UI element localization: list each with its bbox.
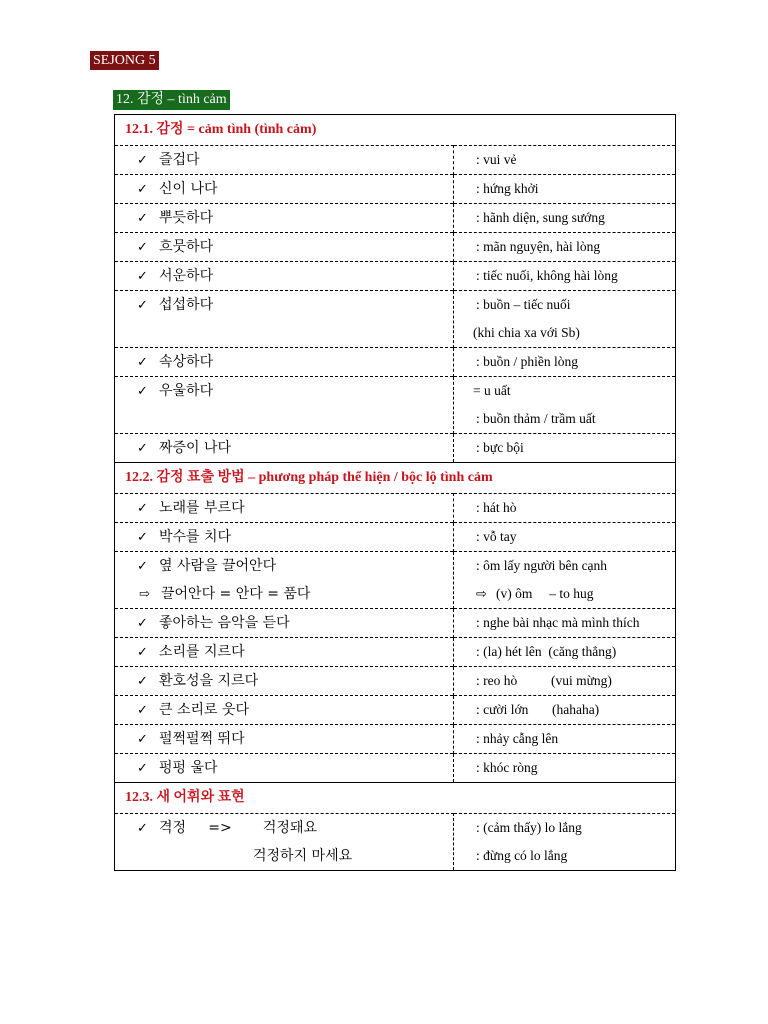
table-row xyxy=(115,552,676,609)
vietnamese-meaning: : mãn nguyện, hài lòng xyxy=(476,239,601,254)
vietnamese-meaning: : buồn – tiếc nuối xyxy=(476,297,571,312)
vietnamese-synonyms: (v) ôm – to hug xyxy=(496,586,594,601)
check-icon: ✓ xyxy=(137,269,148,284)
table-row xyxy=(115,434,676,463)
table-row xyxy=(115,377,676,434)
vietnamese-meaning: : (cảm thấy) lo lắng xyxy=(476,820,582,835)
vietnamese-meaning: : (la) hét lên (căng thẳng) xyxy=(476,644,617,659)
vietnamese-meaning: = u uất xyxy=(473,383,511,398)
vietnamese-meaning: : tiếc nuối, không hài lòng xyxy=(476,268,618,283)
korean-term: 섭섭하다 xyxy=(159,297,214,313)
table-row xyxy=(115,696,676,725)
vietnamese-note: (khi chia xa với Sb) xyxy=(473,325,580,340)
table-row xyxy=(115,291,676,348)
vietnamese-meaning: : khóc ròng xyxy=(476,760,538,775)
check-icon: ✓ xyxy=(137,182,148,197)
check-icon: ✓ xyxy=(137,211,148,226)
vietnamese-meaning: : hứng khởi xyxy=(476,181,539,196)
table-row xyxy=(115,667,676,696)
table-row xyxy=(115,204,676,233)
korean-term: 신이 나다 xyxy=(159,181,218,197)
check-icon: ✓ xyxy=(137,732,148,747)
section-header xyxy=(115,115,676,146)
vietnamese-meaning: : ôm lấy người bên cạnh xyxy=(476,558,608,573)
vietnamese-meaning: : hát hò xyxy=(476,500,517,515)
vietnamese-meaning: : vỗ tay xyxy=(476,529,517,544)
check-icon: ✓ xyxy=(137,355,148,370)
table-row xyxy=(115,638,676,667)
korean-synonyms: 끌어안다 = 안다 = 품다 xyxy=(161,586,311,602)
korean-term: 격정 => 걱정돼요 xyxy=(159,820,318,836)
table-row xyxy=(115,494,676,523)
table-row xyxy=(115,754,676,783)
table-row xyxy=(115,262,676,291)
check-icon: ✓ xyxy=(137,153,148,168)
section-title: 12.1. 감정 = cảm tình (tình cảm) xyxy=(125,122,317,137)
korean-term: 소리를 지르다 xyxy=(159,644,245,660)
check-icon: ✓ xyxy=(137,441,148,456)
check-icon: ✓ xyxy=(137,703,148,718)
section-title: 12.3. 새 어휘와 표현 xyxy=(115,783,676,814)
check-icon: ✓ xyxy=(137,761,148,776)
korean-term: 펄쩍펄쩍 뛰다 xyxy=(159,731,245,747)
chapter-title: 12. 감정 – tình cảm xyxy=(113,90,230,110)
vocab-table xyxy=(114,114,676,871)
check-icon: ✓ xyxy=(137,240,148,255)
table-row xyxy=(115,814,676,871)
korean-term: 옆 사람을 끌어안다 xyxy=(159,558,277,574)
section-header xyxy=(115,463,676,494)
korean-expression: 걱정하지 마세요 xyxy=(253,848,353,864)
vietnamese-meaning: : nhảy cẫng lên xyxy=(476,731,559,746)
vietnamese-meaning: : buồn thảm / trầm uất xyxy=(476,411,596,426)
table-row xyxy=(115,725,676,754)
check-icon: ✓ xyxy=(137,384,148,399)
table-row xyxy=(115,609,676,638)
check-icon: ✓ xyxy=(137,501,148,516)
korean-term: 우울하다 xyxy=(159,383,214,399)
korean-term: 펑펑 울다 xyxy=(159,760,218,776)
korean-term: 박수를 치다 xyxy=(159,529,232,545)
table-row xyxy=(115,348,676,377)
series-label: SEJONG 5 xyxy=(90,51,159,70)
check-icon: ✓ xyxy=(137,530,148,545)
table-row xyxy=(115,146,676,175)
korean-term: 좋아하는 음악을 듣다 xyxy=(159,615,290,631)
check-icon: ✓ xyxy=(137,298,148,313)
korean-term: 노래를 부르다 xyxy=(159,500,245,516)
korean-term: 속상하다 xyxy=(159,354,214,370)
table-row xyxy=(115,523,676,552)
section-header xyxy=(115,783,676,814)
korean-term: 흐뭇하다 xyxy=(159,239,214,255)
vietnamese-meaning: : cười lớn (hahaha) xyxy=(476,702,600,717)
vietnamese-meaning: : reo hò (vui mừng) xyxy=(476,673,612,688)
arrow-right-icon: ⇨ xyxy=(476,586,487,601)
table-row xyxy=(115,233,676,262)
section-title: 12.2. 감정 표출 방법 – phương pháp thể hiện / bộc lộ tình cảm xyxy=(115,463,676,494)
check-icon: ✓ xyxy=(137,821,148,836)
korean-term: 환호성을 지르다 xyxy=(159,673,259,689)
check-icon: ✓ xyxy=(137,674,148,689)
check-icon: ✓ xyxy=(137,559,148,574)
vietnamese-meaning: : nghe bài nhạc mà mình thích xyxy=(476,615,640,630)
korean-term: 서운하다 xyxy=(159,268,214,284)
arrow-right-icon: ⇨ xyxy=(139,587,150,602)
korean-term: 짜증이 나다 xyxy=(159,440,232,456)
check-icon: ✓ xyxy=(137,645,148,660)
korean-term: 큰 소리로 웃다 xyxy=(159,702,250,718)
korean-term: 뿌듯하다 xyxy=(159,210,214,226)
vietnamese-meaning: : vui vẻ xyxy=(476,152,517,167)
vietnamese-meaning: : hãnh diện, sung sướng xyxy=(476,210,605,225)
vietnamese-meaning: : bực bội xyxy=(476,440,524,455)
table-row xyxy=(115,175,676,204)
check-icon: ✓ xyxy=(137,616,148,631)
korean-term: 즐겁다 xyxy=(159,152,200,168)
vietnamese-meaning: : buồn / phiền lòng xyxy=(476,354,578,369)
vietnamese-meaning: : đừng có lo lắng xyxy=(476,848,568,863)
